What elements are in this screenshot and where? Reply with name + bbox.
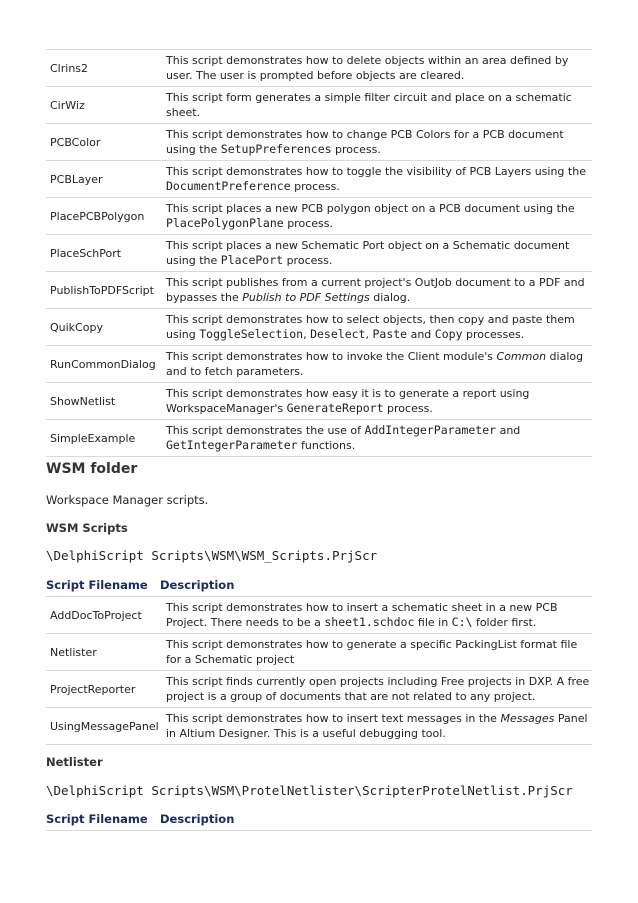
script-filename-cell: ProjectReporter	[46, 671, 162, 708]
column-header-description: Description	[160, 812, 235, 826]
description-text: processes.	[462, 328, 525, 341]
table-row	[46, 50, 592, 87]
table-row	[46, 634, 592, 671]
description-text: process.	[283, 254, 333, 267]
description-text: This script demonstrates how to invoke the Client module's	[166, 350, 497, 363]
wsm-table-header	[46, 578, 592, 597]
script-filename-cell: Clrins2	[46, 50, 162, 87]
script-filename-cell: ShowNetlist	[46, 383, 162, 420]
emphasized-term: Publish to PDF Settings	[242, 291, 370, 304]
description-text: process.	[283, 217, 333, 230]
code-term: C:\	[451, 615, 473, 629]
table-row	[46, 383, 592, 420]
script-filename-cell: SimpleExample	[46, 420, 162, 457]
code-term: GetIntegerParameter	[166, 438, 298, 452]
description-text: This script places a new PCB polygon object on a PCB document using the	[166, 202, 575, 215]
table-row	[46, 671, 592, 708]
description-text: This script demonstrates how to insert a schematic sheet in a new PCB Project. There needs to be a	[166, 601, 558, 629]
script-description-cell	[162, 235, 592, 272]
script-filename-cell: PCBColor	[46, 124, 162, 161]
wsm-scripts-table-body	[46, 597, 592, 745]
description-text: ,	[303, 328, 311, 341]
table-row	[46, 161, 592, 198]
code-term: AddIntegerParameter	[364, 423, 497, 437]
description-text: This script demonstrates how to select objects, then copy and paste them using	[166, 313, 575, 341]
column-header-filename: Script Filename	[46, 578, 148, 592]
description-text: and	[496, 424, 521, 437]
column-header-filename: Script Filename	[46, 812, 148, 826]
wsm-scripts-table	[46, 597, 592, 745]
table-row	[46, 309, 592, 346]
script-filename-cell: AddDocToProject	[46, 597, 162, 634]
description-text: folder first.	[472, 616, 537, 629]
table-row	[46, 708, 592, 745]
description-text: file in	[414, 616, 452, 629]
emphasized-term: Messages	[500, 712, 555, 725]
wsm-scripts-heading: WSM Scripts	[46, 521, 128, 535]
netlister-heading: Netlister	[46, 755, 103, 769]
script-filename-cell: PlaceSchPort	[46, 235, 162, 272]
script-description-cell	[162, 597, 592, 634]
description-text: This script form generates a simple filter circuit and place on a schematic sheet.	[166, 91, 572, 119]
description-text: This script demonstrates how to toggle the visibility of PCB Layers using the	[166, 165, 586, 178]
scripts-table	[46, 49, 592, 457]
code-term: ToggleSelection	[199, 327, 304, 341]
description-text: This script demonstrates how to change PCB Colors for a PCB document using the	[166, 128, 564, 156]
wsm-folder-heading: WSM folder	[46, 461, 138, 477]
description-text: dialog.	[369, 291, 411, 304]
code-term: GenerateReport	[286, 401, 384, 415]
script-description-cell	[162, 50, 592, 87]
table-row	[46, 87, 592, 124]
wsm-project-path: \DelphiScript Scripts\WSM\WSM_Scripts.PrjScr	[46, 548, 378, 563]
script-description-cell	[162, 634, 592, 671]
script-description-cell	[162, 87, 592, 124]
description-text: This script demonstrates how to generate a specific PackingList format file for a Schematic project	[166, 638, 578, 666]
script-filename-cell: Netlister	[46, 634, 162, 671]
script-description-cell	[162, 161, 592, 198]
description-text: dialog and to fetch parameters.	[166, 350, 584, 378]
description-text: and	[407, 328, 435, 341]
code-term: sheet1.schdoc	[324, 615, 415, 629]
script-description-cell	[162, 198, 592, 235]
script-description-cell	[162, 708, 592, 745]
code-term: DocumentPreference	[166, 179, 291, 193]
description-text: process.	[331, 143, 381, 156]
script-description-cell	[162, 383, 592, 420]
script-description-cell	[162, 346, 592, 383]
code-term: Deselect	[310, 327, 366, 341]
table-row	[46, 597, 592, 634]
column-header-description: Description	[160, 578, 235, 592]
script-description-cell	[162, 309, 592, 346]
table-row	[46, 124, 592, 161]
script-description-cell	[162, 420, 592, 457]
description-text: This script finds currently open projects including Free projects in DXP. A free project is a group of documents that are not related to any project.	[166, 675, 590, 703]
code-term: PlacePolygonPlane	[166, 216, 284, 230]
table-row	[46, 346, 592, 383]
script-filename-cell: PublishToPDFScript	[46, 272, 162, 309]
script-description-cell	[162, 671, 592, 708]
netlister-project-path: \DelphiScript Scripts\WSM\ProtelNetlister\ScripterProtelNetlist.PrjScr	[46, 783, 573, 798]
scripts-table-body	[46, 50, 592, 457]
description-text: process.	[290, 180, 340, 193]
description-text: This script publishes from a current project's OutJob document to a PDF and bypasses the	[166, 276, 585, 304]
description-text: functions.	[297, 439, 356, 452]
description-text: This script demonstrates the use of	[166, 424, 365, 437]
description-text: Panel in Altium Designer. This is a useful debugging tool.	[166, 712, 588, 740]
description-text: This script demonstrates how to delete objects within an area defined by user. The user is prompted before objects are cleared.	[166, 54, 569, 82]
script-filename-cell: PlacePCBPolygon	[46, 198, 162, 235]
description-text: ,	[365, 328, 373, 341]
netlister-table-header	[46, 812, 592, 831]
table-row	[46, 235, 592, 272]
code-term: Paste	[372, 327, 408, 341]
script-filename-cell: RunCommonDialog	[46, 346, 162, 383]
table-row	[46, 420, 592, 457]
script-description-cell	[162, 272, 592, 309]
description-text: process.	[383, 402, 433, 415]
script-filename-cell: UsingMessagePanel	[46, 708, 162, 745]
table-row	[46, 272, 592, 309]
description-text: This script demonstrates how easy it is to generate a report using WorkspaceManager's	[166, 387, 530, 415]
code-term: PlacePort	[220, 253, 284, 267]
description-text: This script places a new Schematic Port object on a Schematic document using the	[166, 239, 570, 267]
script-filename-cell: PCBLayer	[46, 161, 162, 198]
code-term: Copy	[434, 327, 463, 341]
code-term: SetupPreferences	[220, 142, 332, 156]
script-filename-cell: CirWiz	[46, 87, 162, 124]
script-filename-cell: QuikCopy	[46, 309, 162, 346]
description-text: This script demonstrates how to insert text messages in the	[166, 712, 501, 725]
emphasized-term: Common	[496, 350, 547, 363]
script-description-cell	[162, 124, 592, 161]
table-row	[46, 198, 592, 235]
wsm-intro-text: Workspace Manager scripts.	[46, 493, 209, 507]
